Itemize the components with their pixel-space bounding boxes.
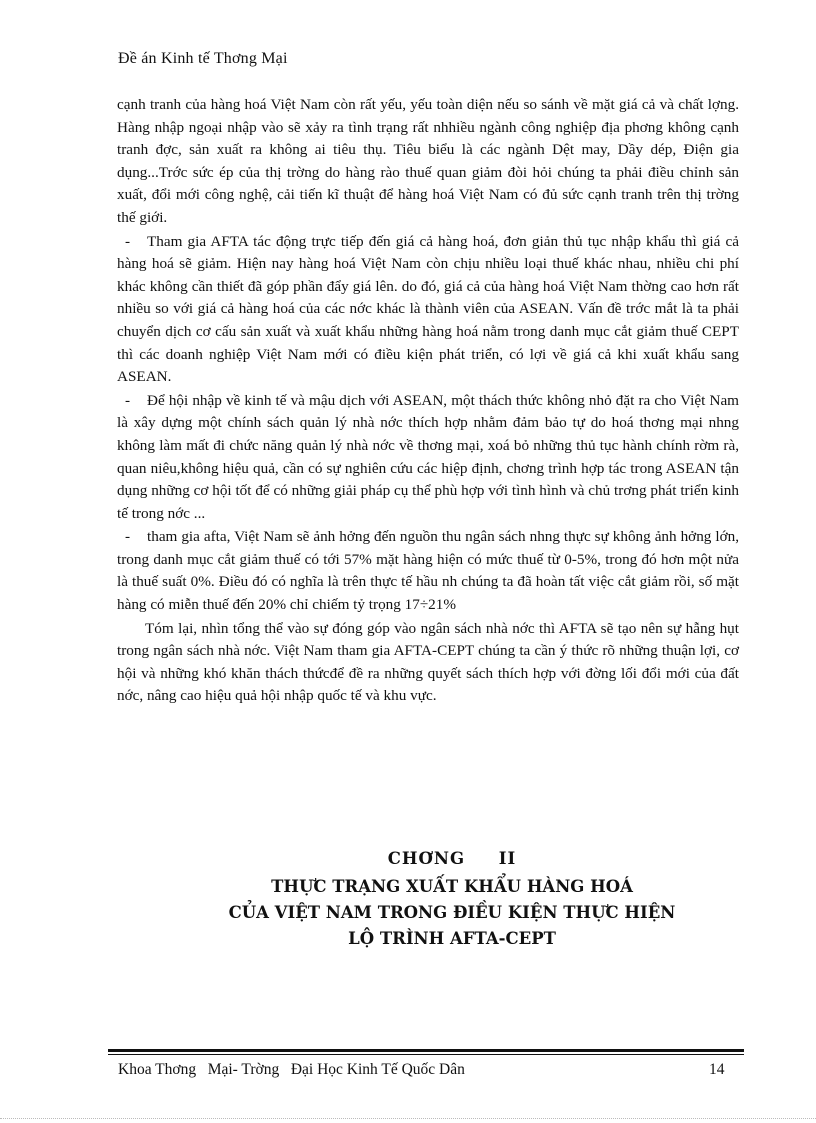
chapter-title-line: CỦA VIỆT NAM TRONG ĐIỀU KIỆN THỰC HIỆN	[228, 903, 676, 922]
chapter-title-line: THỰC TRẠNG XUẤT KHẨU HÀNG HOÁ	[271, 877, 633, 896]
bullet-paragraph	[117, 526, 739, 616]
page-bottom-border	[0, 1118, 816, 1119]
bullet-paragraph	[117, 231, 739, 389]
body-text	[117, 94, 739, 708]
paragraph: Tóm lại, nhìn tổng thể vào sự đóng góp vào ngân sách nhà nớc thì AFTA sẽ tạo nên sự hẫng hụt trong ngân sách nhà nớc. Việt Nam tham gia AFTA-CEPT chúng ta cần ý thức rõ những thuận lợi, cơ hội và những khó khăn thách thứcđể đề ra những quyết sách thích hợp với đờng lối đổi mới của đất nớc, nâng cao hiệu quả hội nhập quốc tế và khu vực.	[117, 619, 739, 705]
chapter-heading	[117, 846, 787, 952]
bullet-dash: -	[125, 528, 131, 546]
paragraph-text: Để hội nhập về kinh tế và mậu dịch với ASEAN, một thách thức không nhỏ đặt ra cho Việt Nam là xây dựng một chính sách quản lý nhà nớc thích hợp nhằm đảm bảo tự do hoá thơng mại nhng không làm mất đi chức năng quản lý nhà nớc về thơng mại, xoá bỏ những thủ tục hành chính rờm rà, quan niêu,không hiệu quả, cần có sự nghiên cứu các hiệp định, chơng trình hợp tác trong ASEAN tận dụng những cơ hội tốt để có những giải pháp cụ thể phù hợp với tình hình và chủ trơng phát triển kinh tế trong nớc ...	[117, 391, 739, 522]
page-header: Đề án Kinh tế Thơng Mại	[118, 50, 288, 67]
page-number: 14	[709, 1061, 725, 1078]
paragraph-text: tham gia afta, Việt Nam sẽ ảnh hởng đến nguồn thu ngân sách nhng thực sự không ảnh hởng lớn, trong danh mục cắt giảm thuế có tới 57% mặt hàng hiện có mức thuế từ 0-5%, trong đó hơn một nửa là thuế suất 0%. Điều đó có nghĩa là trên thực tế hầu nh chúng ta đã hoàn tất việc cắt giảm rồi, số mặt hàng có miễn thuế đến 20% chỉ chiếm tỷ trọng 17÷21%	[117, 528, 739, 614]
bullet-paragraph	[117, 390, 739, 526]
paragraph-text: Tham gia AFTA tác động trực tiếp đến giá cả hàng hoá, đơn giản thủ tục nhập khẩu thì giá cả hàng hoá sẽ giảm. Hiện nay hàng hoá Việt Nam còn chịu nhiều loại thuế khác nhau, nhiều chi phí khác không cần thiết đã góp phần đẩy giá lên. do đó, giá cả của hàng hoá Việt Nam thờng cao hơn rất nhiều so với giá cả hàng hoá của các nớc khác là thành viên của ASEAN. Vấn đề trớc mắt là ta phải chuyển dịch cơ cấu sản xuất và xuất khẩu những hàng hoá nằm trong danh mục cắt giảm thuế CEPT thì các doanh nghiệp Việt Nam mới có điều kiện phát triển, có lợi về giá cả khi xuất khẩu sang ASEAN.	[117, 232, 739, 386]
chapter-number: CHƠNG II	[387, 849, 517, 868]
bullet-dash: -	[125, 391, 131, 409]
footer-rule-thick	[108, 1049, 744, 1052]
chapter-title-line: LỘ TRÌNH AFTA-CEPT	[348, 929, 556, 948]
paragraph: cạnh tranh của hàng hoá Việt Nam còn rất yếu, yếu toàn diện nếu so sánh về mặt giá cả và chất lợng. Hàng nhập ngoại nhập vào sẽ xảy ra tình trạng rất nhhiều ngành công nghiệp địa phơng không cạnh tranh đợc, sản xuất ra không ai tiêu thụ. Tiêu biểu là các ngành Dệt may, Dầy dép, Điện gia dụng...Trớc sức ép của thị trờng do hàng rào thuế quan giảm đòi hỏi chúng ta phải điều chỉnh sản xuất, đổi mới công nghệ, cải tiến kĩ thuật để hàng hoá Việt Nam có đủ sức cạnh tranh trên thị trờng thế giới.	[117, 96, 739, 226]
bullet-dash: -	[125, 232, 131, 250]
footer-rule-thin	[108, 1054, 744, 1055]
footer-institution: Khoa Thơng Mại- Trờng Đại Học Kinh Tế Quốc Dân	[118, 1061, 465, 1078]
